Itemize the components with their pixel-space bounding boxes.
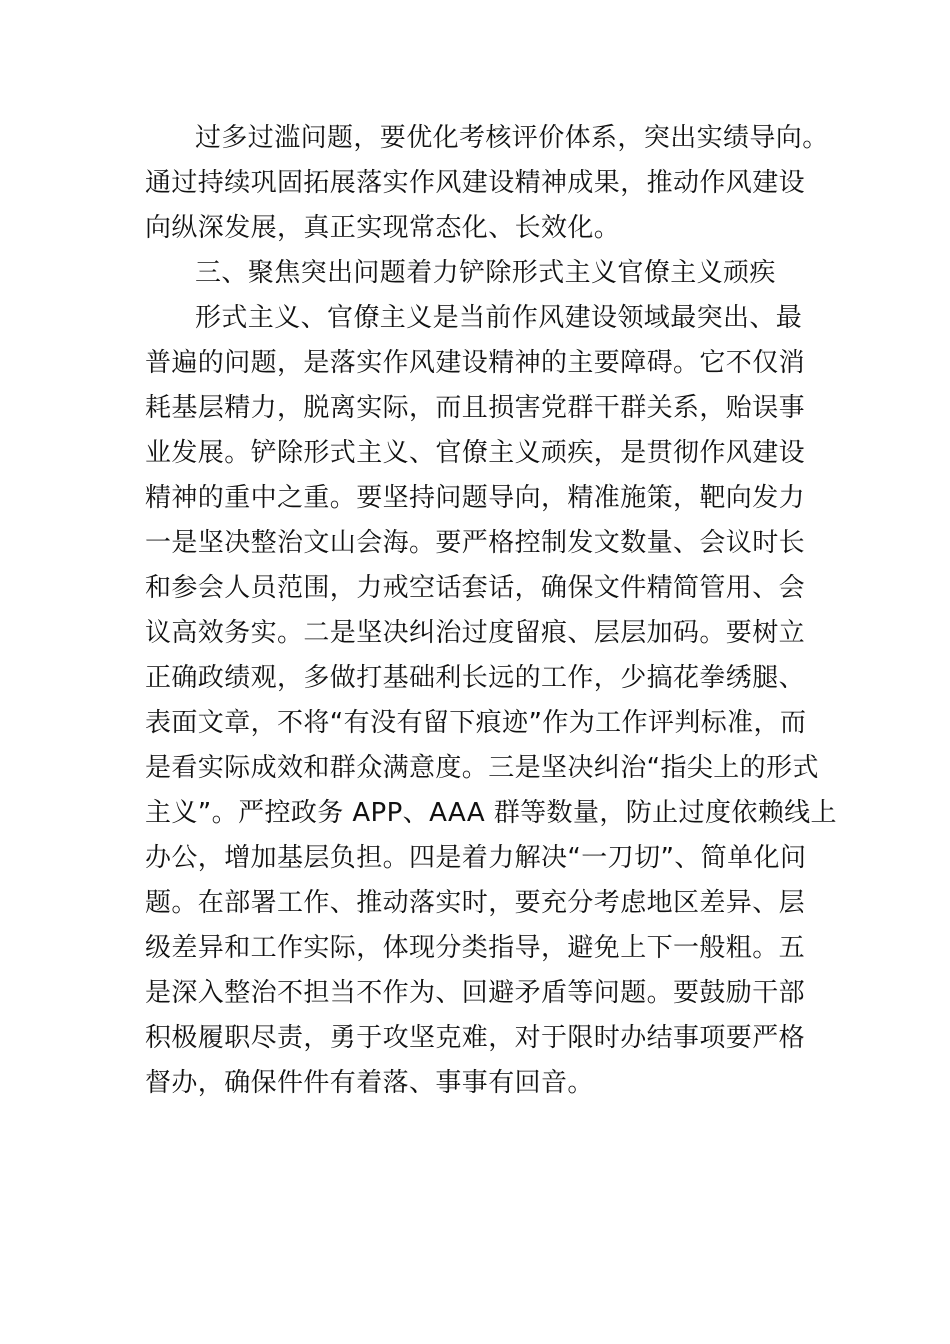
paragraph-2-line-6: 一是坚决整治文山会海。要严格控制发文数量、会议时长 <box>145 528 806 558</box>
paragraph-1-line-3: 向纵深发展，真正实现常态化、长效化。 <box>145 213 621 243</box>
paragraph-2-line-5: 精神的重中之重。要坚持问题导向，精准施策，靶向发力 <box>145 483 806 513</box>
paragraph-1-line-2: 通过持续巩固拓展落实作风建设精神成果，推动作风建设 <box>145 168 806 198</box>
paragraph-2-line-15: 级差异和工作实际，体现分类指导，避免上下一般粗。五 <box>145 933 806 963</box>
paragraph-2-line-10: 表面文章，不将“有没有留下痕迹”作为工作评判标准，而 <box>145 708 807 738</box>
paragraph-2-line-18: 督办，确保件件有着落、事事有回音。 <box>145 1068 594 1098</box>
paragraph-2-line-2: 普遍的问题，是落实作风建设精神的主要障碍。它不仅消 <box>145 348 806 378</box>
paragraph-2-line-17: 积极履职尽责，勇于攻坚克难，对于限时办结事项要严格 <box>145 1023 806 1053</box>
paragraph-2-line-7: 和参会人员范围，力戒空话套话，确保文件精简管用、会 <box>145 573 806 603</box>
paragraph-2-line-8: 议高效务实。二是坚决纠治过度留痕、层层加码。要树立 <box>145 618 806 648</box>
section-3-heading: 三、聚焦突出问题着力铲除形式主义官僚主义顽疾 <box>195 258 776 288</box>
paragraph-2-line-1: 形式主义、官僚主义是当前作风建设领域最突出、最 <box>195 303 803 333</box>
paragraph-2-line-13: 办公，增加基层负担。四是着力解决“一刀切”、简单化问 <box>145 843 807 873</box>
paragraph-2-line-14: 题。在部署工作、推动落实时，要充分考虑地区差异、层 <box>145 888 806 918</box>
paragraph-1-line-1: 过多过滥问题，要优化考核评价体系，突出实绩导向。 <box>195 123 829 153</box>
paragraph-2-line-9: 正确政绩观，多做打基础利长远的工作，少搞花拳绣腿、 <box>145 663 806 693</box>
paragraph-2-line-12: 主义”。严控政务 APP、AAA 群等数量，防止过度依赖线上 <box>145 798 837 828</box>
paragraph-2-line-11: 是看实际成效和群众满意度。三是坚决纠治“指尖上的形式 <box>145 753 819 783</box>
paragraph-2-line-4: 业发展。铲除形式主义、官僚主义顽疾，是贯彻作风建设 <box>145 438 806 468</box>
paragraph-2-line-16: 是深入整治不担当不作为、回避矛盾等问题。要鼓励干部 <box>145 978 806 1008</box>
paragraph-2-line-3: 耗基层精力，脱离实际，而且损害党群干群关系，贻误事 <box>145 393 806 423</box>
